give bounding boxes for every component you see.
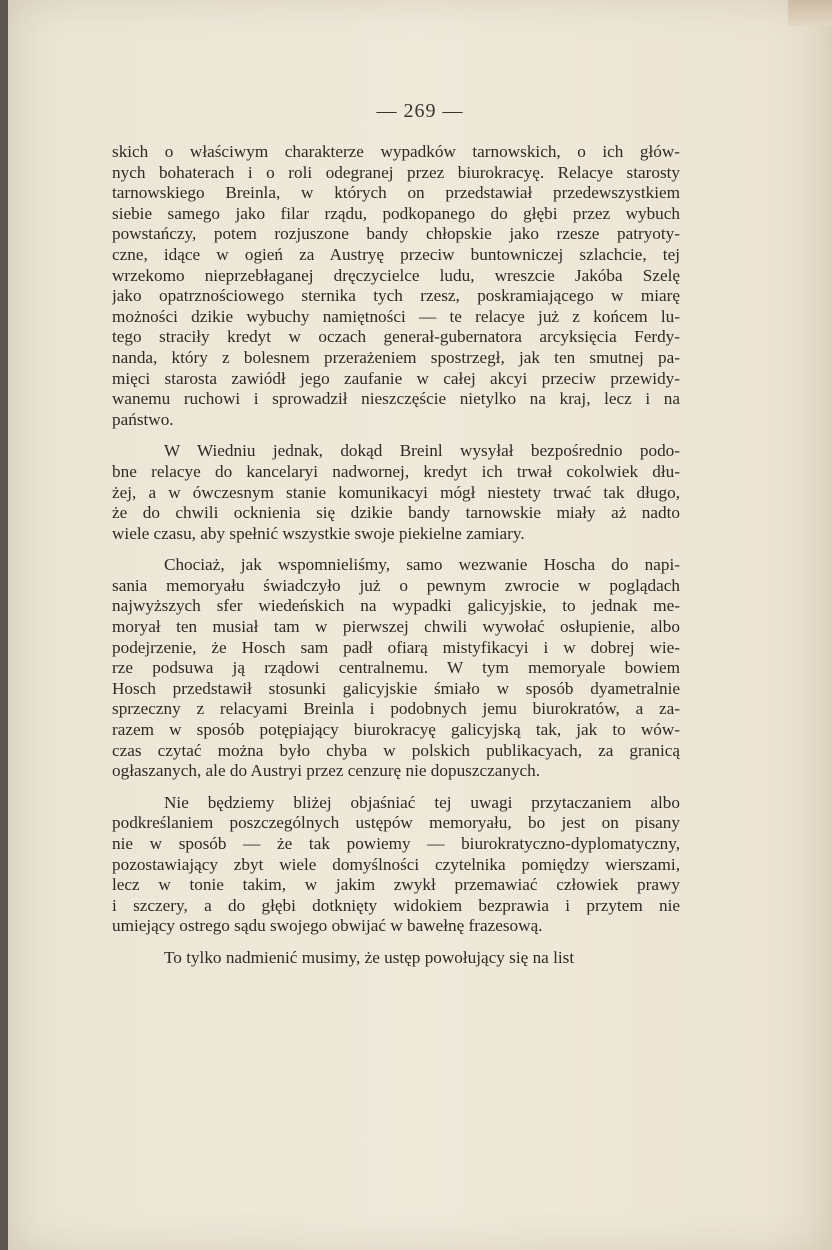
text-line: rze podsuwa ją rządowi centralnemu. W tym memoryale bowiem	[112, 658, 680, 678]
paragraph-gap	[112, 430, 680, 441]
paragraph	[112, 142, 680, 430]
paragraph-gap	[112, 937, 680, 948]
text-line: żej, a w ówczesnym stanie komunikacyi mógł niestety trwać tak długo,	[112, 482, 680, 502]
text-line: czne, idące w ogień za Austryę przeciw buntowniczej szlachcie, tej	[112, 244, 680, 264]
text-line: Nie będziemy bliżej objaśniać tej uwagi przytaczaniem albo	[164, 792, 680, 812]
text-line: nanda, który z bolesnem przerażeniem spostrzegł, jak ten smutnej pa-	[112, 347, 680, 367]
text-line: razem w sposób potępiający biurokracyę galicyjską tak, jak to wów-	[112, 720, 680, 740]
text-line: nie w sposób — że tak powiemy — biurokratyczno-dyplomatyczny,	[112, 834, 680, 853]
text-line: powstańczy, potem rozjuszone bandy chłopskie jako rzesze patryoty-	[112, 224, 680, 244]
paragraph	[112, 555, 680, 782]
paragraph	[112, 441, 680, 544]
text-line: siebie samego jako filar rządu, podkopanego do głębi przez wybuch	[112, 203, 680, 223]
text-line: wanemu ruchowi i sprowadził nieszczęście nietylko na kraj, lecz i na	[112, 389, 680, 409]
text-line: tarnowskiego Breinla, w których on przedstawiał przedewszystkiem	[112, 183, 680, 203]
page-number: — 269 —	[376, 100, 464, 122]
text-line: sprzeczny z relacyami Breinla i podobnych jemu biurokratów, a za-	[112, 699, 680, 719]
text-line: czas czytać można było chyba w polskich publikacyach, za granicą	[112, 740, 680, 760]
text-line: sania memoryału świadczyło już o pewnym zwrocie w poglądach	[112, 575, 680, 595]
text-line: najwyższych sfer wiedeńskich na wypadki galicyjskie, to jednak me-	[112, 596, 680, 616]
text-line: Chociaż, jak wspomnieliśmy, samo wezwanie Hoscha do napi-	[164, 555, 680, 575]
body-text	[112, 142, 680, 969]
text-line: Hosch przedstawił stosunki galicyjskie śmiało w sposób dyametralnie	[112, 678, 680, 698]
text-line: To tylko nadmienić musimy, że ustęp powołujący się na list	[164, 947, 575, 967]
text-line: wrzekomo nieprzebłaganej dręczycielce ludu, wreszcie Jakóba Szelę	[112, 265, 680, 285]
paragraph-gap	[112, 544, 680, 555]
text-line: ogłaszanych, ale do Austryi przez cenzurę nie dopuszczanych.	[112, 761, 541, 781]
text-line: wiele czasu, aby spełnić wszystkie swoje piekielne zamiary.	[112, 523, 525, 543]
text-line: nych bohaterach i o roli odegranej przez biurokracyę. Relacye starosty	[112, 162, 680, 182]
page-edge	[788, 0, 832, 26]
text-line: możności dzikie wybuchy namiętności — te relacye już z końcem lu-	[112, 306, 680, 326]
text-line: bne relacye do kancelaryi nadwornej, kredyt ich trwał cokolwiek dłu-	[112, 461, 680, 481]
text-line: podkreślaniem poszczególnych ustępów memoryału, bo jest on pisany	[112, 813, 680, 833]
text-line: W Wiedniu jednak, dokąd Breinl wysyłał bezpośrednio podo-	[164, 441, 680, 461]
text-line: moryał ten musiał tam w pierwszej chwili wywołać osłupienie, albo	[112, 617, 680, 637]
text-line: że do chwili ocknienia się dzikie bandy tarnowskie miały aż nadto	[112, 503, 680, 523]
text-line: lecz w tonie takim, w jakim zwykł przemawiać człowiek prawy	[112, 875, 680, 895]
paragraph	[112, 793, 680, 937]
text-line: tego straciły kredyt w oczach generał-gubernatora arcyksięcia Ferdy-	[112, 327, 680, 347]
text-line: jako opatrznościowego sternika tych rzesz, poskramiającego w miarę	[112, 286, 680, 306]
text-line: i szczery, a do głębi dotknięty widokiem bezprawia i przytem nie	[112, 895, 680, 915]
text-line: państwo.	[112, 409, 174, 429]
text-line: podejrzenie, że Hosch sam padł ofiarą mistyfikacyi i w dobrej wie-	[112, 637, 680, 657]
text-line: pozostawiający zbyt wiele domyślności czytelnika pomiędzy wierszami,	[112, 854, 680, 874]
book-page	[8, 0, 832, 1250]
text-line: skich o właściwym charakterze wypadków tarnowskich, o ich głów-	[112, 142, 680, 161]
text-line: umiejący ostrego sądu swojego obwijać w bawełnę frazesową.	[112, 916, 543, 936]
paragraph	[112, 948, 680, 969]
paragraph-gap	[112, 782, 680, 793]
text-line: mięci starosta zawiódł jego zaufanie w całej akcyi przeciw przewidy-	[112, 368, 680, 388]
